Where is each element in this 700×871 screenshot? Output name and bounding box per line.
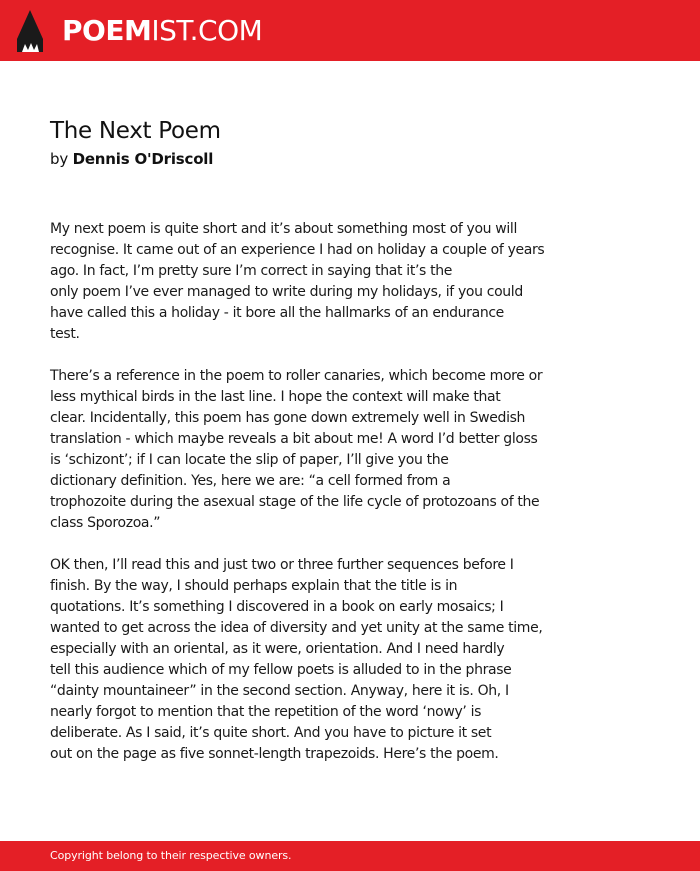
text-line: recognise. It came out of an experience I had on holiday a couple of years bbox=[50, 242, 545, 258]
text-line: clear. Incidentally, this poem has gone down extremely well in Swedish bbox=[50, 410, 526, 426]
text-line: translation - which maybe reveals a bit about me! A word I’d better gloss bbox=[50, 431, 538, 447]
paragraph bbox=[50, 219, 570, 345]
intro-text bbox=[50, 219, 570, 786]
site-footer bbox=[0, 841, 700, 871]
text-line: especially with an oriental, as it were, orientation. And I need hardly bbox=[50, 641, 505, 657]
text-line: OK then, I’ll read this and just two or three further sequences before I bbox=[50, 557, 514, 573]
text-line: finish. By the way, I should perhaps explain that the title is in bbox=[50, 578, 458, 594]
text-line: tell this audience which of my fellow poets is alluded to in the phrase bbox=[50, 662, 512, 678]
paragraph bbox=[50, 366, 570, 534]
text-line: deliberate. As I said, it’s quite short. And you have to picture it set bbox=[50, 725, 492, 741]
text-line: “dainty mountaineer” in the second section. Anyway, here it is. Oh, I bbox=[50, 683, 509, 699]
text-line: trophozoite during the asexual stage of the life cycle of protozoans of the bbox=[50, 494, 540, 510]
text-line: nearly forgot to mention that the repetition of the word ‘nowy’ is bbox=[50, 704, 482, 720]
text-line: test. bbox=[50, 326, 80, 342]
text-line: There’s a reference in the poem to roller canaries, which become more or bbox=[50, 368, 543, 384]
logo-wordmark bbox=[62, 10, 262, 52]
site-header bbox=[0, 0, 700, 61]
text-line: only poem I’ve ever managed to write during my holidays, if you could bbox=[50, 284, 523, 300]
poem-heading bbox=[50, 115, 221, 170]
author-name: Dennis O'Driscoll bbox=[72, 150, 214, 168]
copyright-text: Copyright belong to their respective owners. bbox=[50, 849, 292, 862]
text-line: class Sporozoa.” bbox=[50, 515, 161, 531]
text-line: is ‘schizont’; if I can locate the slip of paper, I’ll give you the bbox=[50, 452, 449, 468]
text-line: ago. In fact, I’m pretty sure I’m correct in saying that it’s the bbox=[50, 263, 453, 279]
text-line: My next poem is quite short and it’s about something most of you will bbox=[50, 221, 517, 237]
logo-wordmark-light: IST.COM bbox=[151, 14, 263, 47]
text-line: wanted to get across the idea of diversity and yet unity at the same time, bbox=[50, 620, 543, 636]
text-line: less mythical birds in the last line. I hope the context will make that bbox=[50, 389, 501, 405]
text-line: out on the page as five sonnet-length trapezoids. Here’s the poem. bbox=[50, 746, 499, 762]
paragraph bbox=[50, 555, 570, 765]
pencil-icon bbox=[17, 10, 43, 52]
text-line: dictionary definition. Yes, here we are: “a cell formed from a bbox=[50, 473, 451, 489]
text-line: quotations. It’s something I discovered in a book on early mosaics; I bbox=[50, 599, 504, 615]
text-line: have called this a holiday - it bore all the hallmarks of an endurance bbox=[50, 305, 504, 321]
byline-label: by bbox=[50, 150, 68, 168]
site-logo[interactable] bbox=[17, 10, 262, 52]
byline bbox=[50, 148, 221, 170]
logo-wordmark-bold: POEM bbox=[62, 14, 152, 47]
poem-title: The Next Poem bbox=[50, 118, 221, 144]
